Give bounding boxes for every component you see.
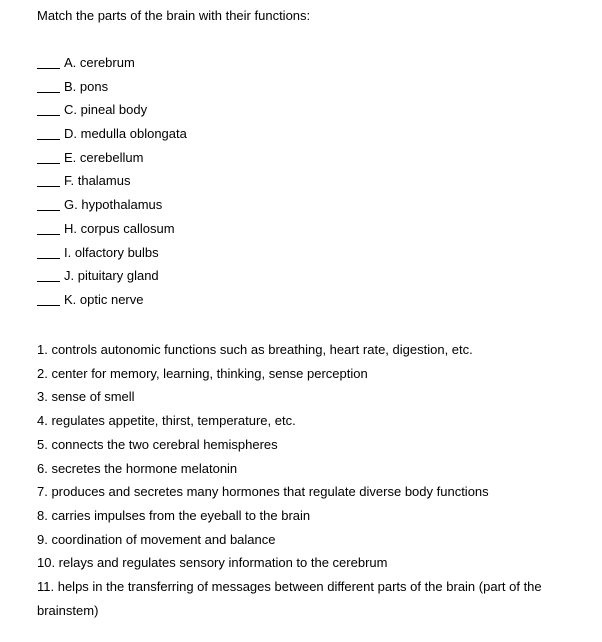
answer-blank[interactable] bbox=[37, 258, 60, 259]
function-item: 5. connects the two cerebral hemispheres bbox=[37, 436, 278, 452]
functions-list bbox=[37, 338, 582, 622]
part-label: K. optic nerve bbox=[64, 291, 144, 307]
answer-blank[interactable] bbox=[37, 68, 60, 69]
part-label: D. medulla oblongata bbox=[64, 126, 187, 142]
part-label: A. cerebrum bbox=[64, 55, 135, 70]
function-item: 7. produces and secretes many hormones that regulate diverse body functions bbox=[37, 484, 489, 500]
answer-blank[interactable] bbox=[37, 139, 60, 140]
part-label: F. thalamus bbox=[64, 173, 131, 189]
answer-blank[interactable] bbox=[37, 234, 60, 235]
answer-blank[interactable] bbox=[37, 92, 60, 93]
function-item: 11. helps in the transferring of messages between different parts of the brain (part of the brainstem) bbox=[37, 579, 542, 618]
function-item: 10. relays and regulates sensory information to the cerebrum bbox=[37, 555, 388, 571]
worksheet-title: Match the parts of the brain with their functions: bbox=[37, 8, 311, 23]
part-label: H. corpus callosum bbox=[64, 220, 175, 236]
function-item: 4. regulates appetite, thirst, temperature, etc. bbox=[37, 413, 296, 429]
function-item: 2. center for memory, learning, thinking, sense perception bbox=[37, 365, 368, 381]
answer-blank[interactable] bbox=[37, 186, 60, 187]
part-label: J. pituitary gland bbox=[64, 268, 159, 284]
answer-blank[interactable] bbox=[37, 210, 60, 211]
function-item: 8. carries impulses from the eyeball to the brain bbox=[37, 507, 311, 523]
part-label: G. hypothalamus bbox=[64, 197, 163, 213]
function-item: 1. controls autonomic functions such as breathing, heart rate, digestion, etc. bbox=[37, 342, 473, 357]
answer-blank[interactable] bbox=[37, 115, 60, 116]
function-item: 3. sense of smell bbox=[37, 389, 135, 405]
answer-blank[interactable] bbox=[37, 281, 60, 282]
part-label: C. pineal body bbox=[64, 102, 148, 118]
function-item: 6. secretes the hormone melatonin bbox=[37, 460, 238, 476]
part-label: B. pons bbox=[64, 78, 109, 94]
answer-blank[interactable] bbox=[37, 305, 60, 306]
answer-blank[interactable] bbox=[37, 163, 60, 164]
part-label: I. olfactory bulbs bbox=[64, 244, 159, 260]
part-label: E. cerebellum bbox=[64, 149, 144, 165]
function-item: 9. coordination of movement and balance bbox=[37, 531, 276, 547]
